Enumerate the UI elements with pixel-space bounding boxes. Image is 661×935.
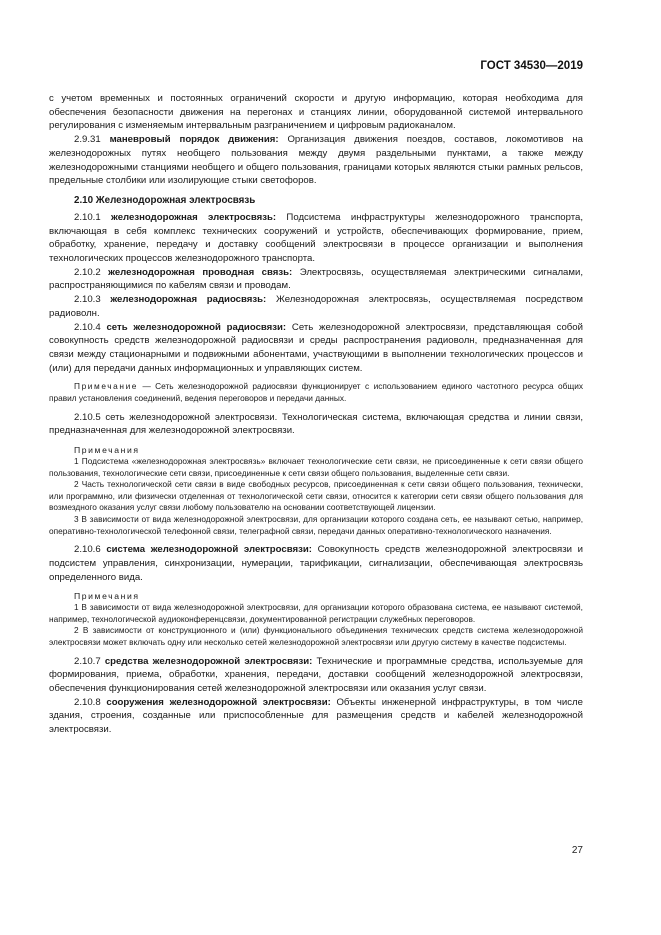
note-2-10-4 [49, 381, 583, 404]
definition: Сеть железнодорожной электросвязи, представляющая собой совокупность средств железнодорожной радиосвязи и среды распространения радиоволн, предназначенная для связи между стационарными и подвижными абонентами, участвующими в выполнении технологических процессов и (или) для передачи данных информационных и управляющих систем. [49, 321, 584, 374]
paragraph-2-10-6 [49, 543, 583, 584]
definition: Технические и программные средства, используемые для формирования, приема, обработки, хранения, передачи, доставки сообщений железнодорожной электросвязи, обеспечения функционирования сетей железнодорожной электросвязи или оказания услуг связи. [49, 655, 583, 694]
note-item: 2 Часть технологической сети связи в виде свободных ресурсов, присоединенная к сети связи общего пользования, технически, или программно, или физически отделенная от технологической сети связи, относится к категории сети связи общего пользования для возмездного оказания услуг связи любому пользователю на основании соответствующей лицензии. [49, 479, 583, 513]
clause-number: 2.10.7 [74, 655, 105, 667]
notes-heading: Примечания [74, 591, 140, 602]
paragraph-2-9-31 [49, 133, 583, 188]
term: система железнодорожной электросвязи: [106, 544, 312, 556]
paragraph-continuation: с учетом временных и постоянных ограничений скорости и другую информацию, которая необходима для обеспечения безопасности движения на перегонах и станциях линии, оборудованной системой интервального регулирования с изменяемым интервальным разграничением и цифровым радиоканалом. [49, 93, 583, 132]
page-number: 27 [571, 845, 583, 856]
note-item: 2 В зависимости от конструкционного и (или) функционального объединения технических средств система железнодорожной электросвязи может включать одну или несколько сетей железнодорожной электросвязи или другую систему в качестве подсистемы. [49, 625, 583, 647]
paragraph-2-10-7 [49, 655, 583, 696]
paragraph-2-10-4 [49, 321, 583, 376]
term: железнодорожная электросвязь: [111, 211, 277, 223]
term: средства железнодорожной электросвязи: [104, 655, 313, 667]
definition: Объекты инженерной инфраструктуры, в том числе здания, строения, созданные или приспособленные для размещения средств и кабелей железнодорожной электросвязи. [49, 696, 583, 736]
clause-number: 2.10.8 [74, 696, 107, 708]
clause-number: 2.10.2 [74, 266, 109, 278]
clause-number: 2.10.1 [74, 211, 112, 223]
clause-number: 2.10.6 [74, 544, 107, 556]
clause-number: 2.10.3 [74, 294, 111, 306]
definition: Подсистема инфраструктуры железнодорожного транспорта, включающая в себя комплекс технических сооружений и устройств, обеспечивающих формирование, прием, обработку, хранение, передачу и доставку сообщений электросвязи в процессе организации и выполнения технологических процессов железнодорожного транспорта. [49, 211, 584, 265]
paragraph-2-10-1 [49, 211, 583, 266]
term: маневровый порядок движения: [109, 134, 279, 146]
note-item: 1 Подсистема «железнодорожная электросвязь» включает технологические сети связи, не присоединенные к сети связи общего пользования, технологические сети связи, присоединенные к сети связи общего пользования, выделенные сети связи. [49, 455, 583, 478]
paragraph-2-10-8 [49, 696, 583, 737]
notes-heading: Примечания [74, 444, 140, 455]
paragraph-2-10-5: 2.10.5 сеть железнодорожной электросвязи. Технологическая система, включающая средства и линии связи, предназначенная для железнодорожной электросвязи. [49, 411, 583, 437]
definition: Совокупность средств железнодорожной электросвязи и подсистем управления, синхронизации, нумерации, тарификации, сигнализации, обеспечивающая электросвязь определенного вида. [49, 544, 583, 583]
section-title: 2.10 Железнодорожная электросвязь [74, 194, 256, 206]
standard-header: ГОСТ 34530—2019 [480, 60, 583, 72]
page-content [49, 92, 583, 737]
clause-number: 2.10.4 [74, 321, 107, 333]
definition: Железнодорожная электросвязь, осуществляемая посредством радиоволн. [49, 294, 583, 319]
term: сеть железнодорожной радиосвязи: [106, 321, 287, 333]
definition: Организация движения поездов, составов, локомотивов на железнодорожных путях необщего пользования между двумя раздельными пунктами, а также между железнодорожными станциями необщего и общего пользования, границами которых являются стыки рамных рельсов, предельные столбики или изолирующие стыки светофоров. [49, 134, 583, 187]
clause-number: 2.9.31 [74, 134, 110, 146]
note-label: Примечание [74, 381, 139, 392]
paragraph-2-10-3 [49, 293, 583, 320]
term: железнодорожная радиосвязь: [110, 294, 267, 306]
note-item: 3 В зависимости от вида железнодорожной электросвязи, для организации которого создана сеть, ее называют сетью, например, оперативно-технологической телефонной связи, телеграфной связи, передачи данных оперативно-технологического назначения. [49, 513, 583, 536]
note-text: — Сеть железнодорожной радиосвязи функционирует с использованием единого частотного ресурса общих правил установления соединений, ведения переговоров и передачи данных. [49, 381, 583, 403]
term: железнодорожная проводная связь: [108, 266, 293, 278]
paragraph-2-10-2 [49, 266, 583, 293]
definition: Электросвязь, осуществляемая электрическими сигналами, распространяющимися по кабелям связи и проводам. [49, 266, 583, 292]
note-item: 1 В зависимости от вида железнодорожной электросвязи, для организации которого образована система, ее называют системой, например, технологической аудиоконференцсвязи, документированной регистрации служебных переговоров. [49, 602, 583, 624]
term: сооружения железнодорожной электросвязи: [106, 696, 331, 708]
